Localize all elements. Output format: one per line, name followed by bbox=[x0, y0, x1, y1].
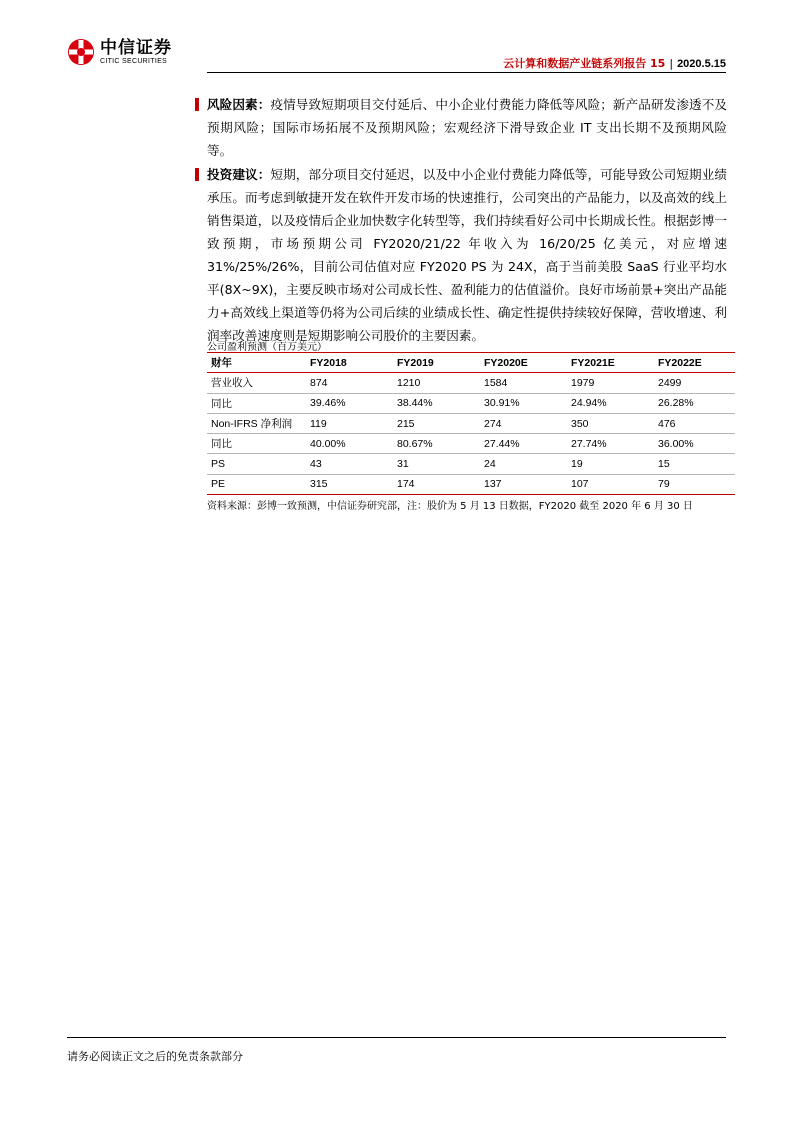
row-label: PS bbox=[207, 454, 306, 474]
row-label: 同比 bbox=[207, 434, 306, 454]
earnings-forecast-table bbox=[207, 352, 735, 495]
table-header-row bbox=[207, 353, 735, 373]
risk-paragraph bbox=[207, 93, 727, 162]
table-cell: 215 bbox=[393, 413, 480, 433]
column-header: FY2019 bbox=[393, 353, 480, 373]
table-cell: 174 bbox=[393, 474, 480, 494]
table-source-note: 资料来源：彭博一致预测，中信证券研究部，注：股价为 5 月 13 日数据，FY2020 截至 2020 年 6 月 30 日 bbox=[207, 501, 693, 512]
footer-disclaimer: 请务必阅读正文之后的免责条款部分 bbox=[67, 1050, 243, 1063]
section-marker bbox=[195, 168, 199, 181]
table-cell: 19 bbox=[567, 454, 654, 474]
table-cell: 137 bbox=[480, 474, 567, 494]
footer-divider bbox=[67, 1037, 726, 1038]
table-row bbox=[207, 474, 735, 494]
table-cell: 80.67% bbox=[393, 434, 480, 454]
column-header: FY2020E bbox=[480, 353, 567, 373]
report-series: 云计算和数据产业链系列报告 15 bbox=[503, 57, 666, 70]
table-cell: 2499 bbox=[654, 373, 735, 393]
table-cell: 27.44% bbox=[480, 434, 567, 454]
table-cell: 30.91% bbox=[480, 393, 567, 413]
column-header: FY2018 bbox=[306, 353, 393, 373]
table-cell: 38.44% bbox=[393, 393, 480, 413]
column-header: 财年 bbox=[207, 353, 306, 373]
table-cell: 24.94% bbox=[567, 393, 654, 413]
section-marker bbox=[195, 98, 199, 111]
table-cell: 1584 bbox=[480, 373, 567, 393]
table-cell: 107 bbox=[567, 474, 654, 494]
header-separator: | bbox=[669, 57, 674, 70]
table-cell: 119 bbox=[306, 413, 393, 433]
table-cell: 39.46% bbox=[306, 393, 393, 413]
table-cell: 79 bbox=[654, 474, 735, 494]
table-row bbox=[207, 434, 735, 454]
table-cell: 31 bbox=[393, 454, 480, 474]
advice-text: 短期，部分项目交付延迟，以及中小企业付费能力降低等，可能导致公司短期业绩承压。而考虑到敏捷开发在软件开发市场的快速推行，公司突出的产品能力，以及高效的线上销售渠道，以及疫情后企业加快数字化转型等，我们持续看好公司中长期成长性。根据彭博一致预期，市场预期公司 FY2020/21/22 年收入为 16/20/25 亿美元，对应增速 31%/25%/26%，目前公司估值对应 FY2020 PS 为 24X，高于当前美股 SaaS 行业平均水平(8X~9X)，主要反映市场对公司成长性、盈利能力的估值溢价。良好市场前景+突出产品能力+高效线上渠道等仍将为公司后续的业绩成长性、确定性提供持续较好保障，营收增速、利润率改善速度则是短期影响公司股价的主要因素。 bbox=[207, 167, 728, 343]
row-label: 营业收入 bbox=[207, 373, 306, 393]
table-row bbox=[207, 373, 735, 393]
table-cell: 315 bbox=[306, 474, 393, 494]
table-cell: 40.00% bbox=[306, 434, 393, 454]
table-cell: 274 bbox=[480, 413, 567, 433]
table-cell: 43 bbox=[306, 454, 393, 474]
logo-en-text: CITIC SECURITIES bbox=[100, 57, 168, 65]
table-cell: 27.74% bbox=[567, 434, 654, 454]
risk-heading: 风险因素： bbox=[207, 97, 271, 112]
column-header: FY2021E bbox=[567, 353, 654, 373]
table-cell: 476 bbox=[654, 413, 735, 433]
row-label: 同比 bbox=[207, 393, 306, 413]
table-cell: 1210 bbox=[393, 373, 480, 393]
row-label: PE bbox=[207, 474, 306, 494]
report-date: 2020.5.15 bbox=[677, 58, 726, 70]
table-cell: 24 bbox=[480, 454, 567, 474]
risk-text: 疫情导致短期项目交付延后、中小企业付费能力降低等风险；新产品研发渗透不及预期风险；国际市场拓展不及预期风险；宏观经济下滑导致企业 IT 支出长期不及预期风险等。 bbox=[207, 97, 728, 158]
citic-logo bbox=[67, 38, 172, 66]
table-cell: 36.00% bbox=[654, 434, 735, 454]
advice-heading: 投资建议： bbox=[207, 167, 271, 182]
table-cell: 26.28% bbox=[654, 393, 735, 413]
table-row bbox=[207, 454, 735, 474]
citic-logo-icon bbox=[67, 38, 95, 66]
table-cell: 350 bbox=[567, 413, 654, 433]
table-row bbox=[207, 393, 735, 413]
advice-paragraph bbox=[207, 163, 727, 347]
row-label: Non-IFRS 净利润 bbox=[207, 413, 306, 433]
table-cell: 1979 bbox=[567, 373, 654, 393]
table-cell: 15 bbox=[654, 454, 735, 474]
report-header bbox=[503, 55, 726, 71]
table-title: 公司盈利预测（百万美元） bbox=[207, 342, 327, 353]
header-divider bbox=[207, 72, 726, 73]
table-cell: 874 bbox=[306, 373, 393, 393]
logo-cn-text: 中信证券 bbox=[100, 37, 172, 58]
table-row bbox=[207, 413, 735, 433]
column-header: FY2022E bbox=[654, 353, 735, 373]
